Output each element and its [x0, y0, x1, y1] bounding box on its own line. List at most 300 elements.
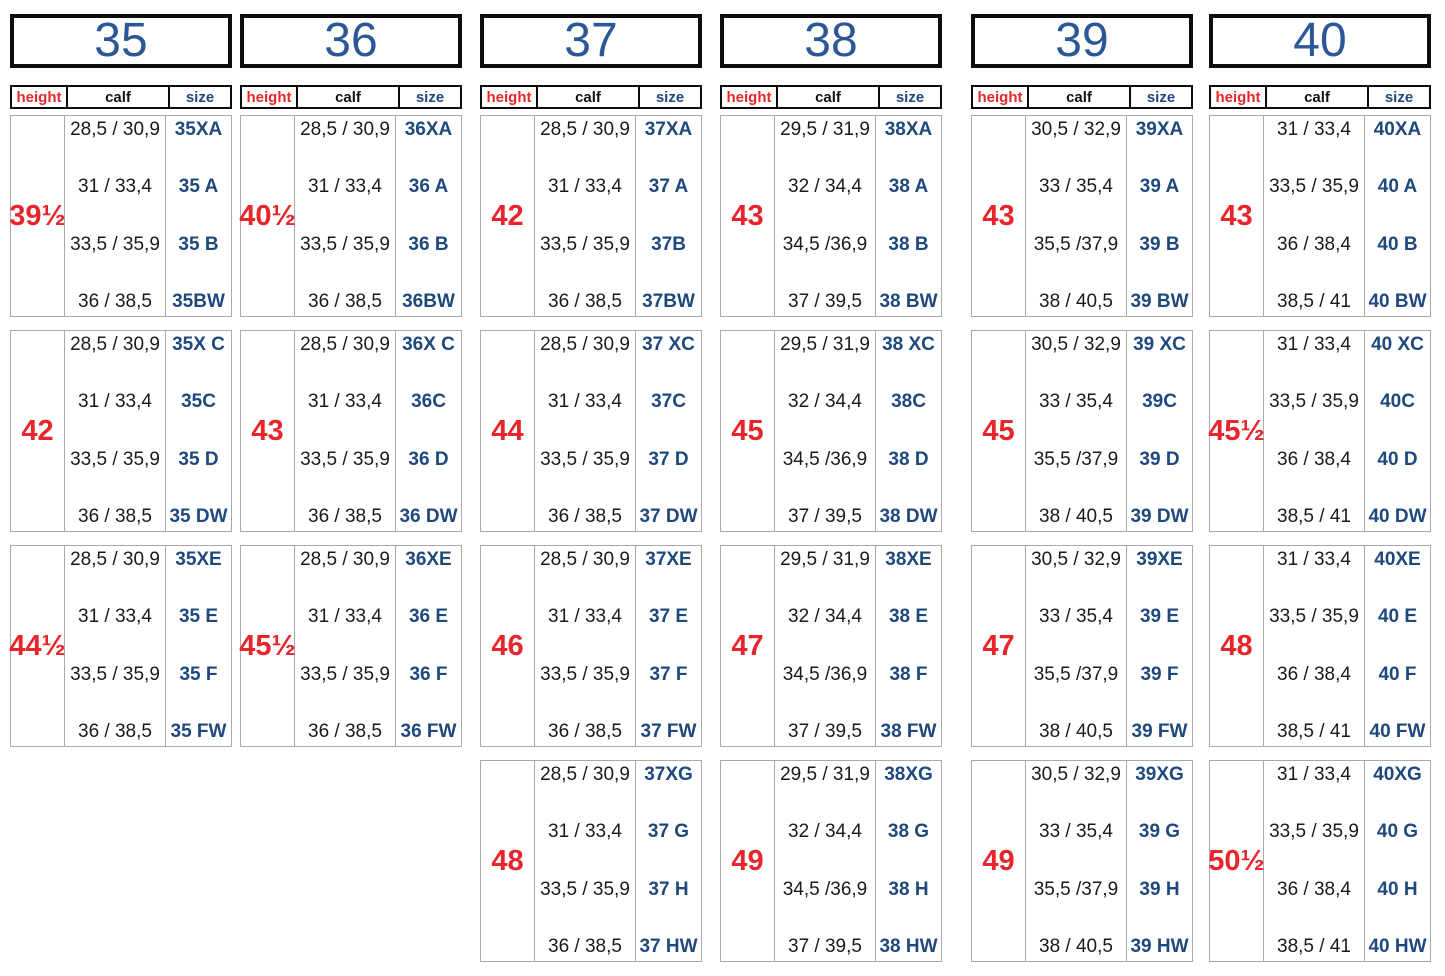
size-code: 37 XC: [642, 334, 695, 355]
size-code: 38 F: [889, 663, 928, 685]
column-number-box: [1209, 14, 1431, 68]
size-code: 39 E: [1139, 606, 1180, 628]
height-value: 47: [982, 629, 1015, 662]
size-column: [876, 546, 941, 746]
size-code: 35 E: [178, 606, 219, 628]
column-group-40: [1209, 14, 1431, 962]
calf-range: 33 / 35,4: [1039, 821, 1113, 843]
calf-range: 37 / 39,5: [788, 720, 862, 742]
calf-range: 38 / 40,5: [1039, 505, 1113, 527]
size-code: 39XA: [1135, 119, 1184, 140]
calf-range: 31 / 33,4: [78, 391, 152, 413]
calf-range: 28,5 / 30,9: [300, 549, 390, 570]
column-number: 39: [1055, 14, 1109, 67]
height-value: 45: [731, 414, 764, 447]
size-code: 39 BW: [1130, 290, 1189, 312]
calf-column: [1264, 761, 1365, 961]
size-code: 36C: [411, 391, 446, 413]
size-column: [166, 546, 231, 746]
height-cell: [1210, 761, 1264, 961]
header-calf-label: calf: [1029, 87, 1131, 107]
calf-range: 33,5 / 35,9: [1269, 176, 1359, 198]
size-block: [971, 760, 1193, 962]
calf-range: 29,5 / 31,9: [780, 764, 870, 785]
height-cell: [972, 546, 1026, 746]
calf-range: 35,5 /37,9: [1033, 448, 1119, 470]
size-code: 37XA: [644, 119, 693, 140]
header-height-label: height: [1211, 87, 1267, 107]
calf-range: 37 / 39,5: [788, 935, 862, 957]
calf-column: [775, 546, 876, 746]
size-code: 36BW: [402, 290, 455, 312]
size-code: 38XE: [885, 549, 932, 570]
column-number-box: [971, 14, 1193, 68]
size-block: [1209, 760, 1431, 962]
size-code: 38 E: [888, 606, 929, 628]
calf-range: 28,5 / 30,9: [70, 334, 160, 355]
size-code: 40XE: [1374, 549, 1421, 570]
calf-range: 30,5 / 32,9: [1031, 549, 1121, 570]
calf-range: 33,5 / 35,9: [300, 663, 390, 685]
calf-range: 33,5 / 35,9: [70, 233, 160, 255]
calf-range: 36 / 38,5: [548, 720, 622, 742]
size-code: 36XE: [405, 549, 452, 570]
size-code: 36 A: [408, 176, 449, 198]
size-block: [10, 545, 232, 747]
calf-range: 36 / 38,5: [78, 290, 152, 312]
calf-range: 33,5 / 35,9: [540, 448, 630, 470]
size-code: 40XA: [1373, 119, 1422, 140]
size-code: 38 B: [888, 233, 929, 255]
calf-range: 30,5 / 32,9: [1031, 764, 1121, 785]
size-code: 38XA: [884, 119, 933, 140]
calf-column: [775, 761, 876, 961]
calf-range: 36 / 38,4: [1277, 233, 1351, 255]
size-block: [1209, 115, 1431, 317]
size-block: [1209, 545, 1431, 747]
calf-range: 33 / 35,4: [1039, 176, 1113, 198]
calf-range: 33,5 / 35,9: [540, 663, 630, 685]
calf-column: [775, 116, 876, 316]
size-code: 37 DW: [639, 505, 698, 527]
size-code: 35 A: [178, 176, 219, 198]
size-code: 37XE: [645, 549, 692, 570]
size-column: [876, 116, 941, 316]
size-code: 40 G: [1376, 821, 1419, 843]
header-height-label: height: [12, 87, 68, 107]
size-code: 37XG: [644, 764, 693, 785]
height-value: 48: [491, 844, 524, 877]
size-block: [480, 760, 702, 962]
size-code: 35 FW: [170, 720, 227, 742]
calf-range: 33,5 / 35,9: [1269, 821, 1359, 843]
calf-range: 31 / 33,4: [1277, 549, 1351, 570]
header-size-label: size: [415, 88, 445, 106]
calf-range: 28,5 / 30,9: [300, 119, 390, 140]
size-column: [1127, 761, 1192, 961]
size-code: 38 A: [888, 176, 929, 198]
calf-range: 28,5 / 30,9: [540, 549, 630, 570]
calf-range: 36 / 38,5: [308, 720, 382, 742]
calf-range: 36 / 38,5: [78, 720, 152, 742]
size-code: 40 B: [1377, 233, 1418, 255]
calf-column: [535, 331, 636, 531]
size-code: 36X C: [402, 334, 455, 355]
height-cell: [721, 761, 775, 961]
calf-range: 31 / 33,4: [1277, 764, 1351, 785]
calf-column: [535, 116, 636, 316]
calf-range: 36 / 38,5: [78, 505, 152, 527]
calf-range: 38 / 40,5: [1039, 290, 1113, 312]
size-column: [1365, 546, 1430, 746]
calf-range: 33,5 / 35,9: [540, 233, 630, 255]
header-calf-label: calf: [68, 87, 170, 107]
column-group-36: [240, 14, 462, 747]
calf-column: [65, 546, 166, 746]
size-block: [1209, 330, 1431, 532]
table-header-row: [240, 85, 462, 109]
height-value: 47: [731, 629, 764, 662]
size-code: 39 A: [1139, 176, 1180, 198]
size-code: 39XG: [1135, 764, 1184, 785]
size-code: 38 XC: [882, 334, 935, 355]
calf-column: [295, 116, 396, 316]
calf-range: 33,5 / 35,9: [1269, 391, 1359, 413]
calf-range: 28,5 / 30,9: [540, 764, 630, 785]
calf-range: 32 / 34,4: [788, 391, 862, 413]
calf-column: [65, 116, 166, 316]
size-code: 38 D: [888, 448, 929, 470]
calf-column: [535, 761, 636, 961]
calf-range: 29,5 / 31,9: [780, 549, 870, 570]
size-block: [480, 115, 702, 317]
size-code: 37 HW: [639, 935, 698, 957]
size-code: 35 DW: [169, 505, 228, 527]
calf-column: [295, 546, 396, 746]
calf-range: 36 / 38,5: [308, 505, 382, 527]
size-code: 40 BW: [1368, 290, 1427, 312]
calf-range: 36 / 38,5: [548, 290, 622, 312]
calf-column: [1026, 331, 1127, 531]
size-code: 36 DW: [399, 505, 458, 527]
calf-range: 38,5 / 41: [1277, 720, 1351, 742]
size-code: 36 B: [408, 233, 449, 255]
size-block: [720, 760, 942, 962]
size-code: 35XA: [174, 119, 223, 140]
calf-range: 31 / 33,4: [1277, 334, 1351, 355]
calf-range: 33,5 / 35,9: [300, 448, 390, 470]
calf-range: 35,5 /37,9: [1033, 663, 1119, 685]
column-group-38: [720, 14, 942, 962]
height-cell: [481, 116, 535, 316]
calf-column: [1026, 761, 1127, 961]
size-column: [636, 331, 701, 531]
size-code: 35XE: [175, 549, 222, 570]
calf-column: [1264, 546, 1365, 746]
column-group-37: [480, 14, 702, 962]
calf-column: [65, 331, 166, 531]
header-calf-label: calf: [1267, 87, 1369, 107]
calf-range: 33,5 / 35,9: [70, 448, 160, 470]
size-code: 37C: [651, 391, 686, 413]
size-code: 37 E: [648, 606, 689, 628]
table-header-row: [971, 85, 1193, 109]
calf-range: 34,5 /36,9: [782, 878, 868, 900]
size-block: [971, 330, 1193, 532]
size-code: 35 F: [179, 663, 218, 685]
size-code: 38 H: [888, 878, 929, 900]
size-column: [636, 761, 701, 961]
calf-range: 37 / 39,5: [788, 505, 862, 527]
calf-range: 31 / 33,4: [548, 176, 622, 198]
column-number: 37: [564, 14, 618, 67]
calf-range: 36 / 38,5: [308, 290, 382, 312]
calf-range: 31 / 33,4: [308, 176, 382, 198]
size-code: 36 D: [408, 448, 449, 470]
size-code: 40 XC: [1371, 334, 1424, 355]
height-cell: [1210, 116, 1264, 316]
calf-range: 38,5 / 41: [1277, 290, 1351, 312]
size-code: 39C: [1142, 391, 1177, 413]
header-calf-label: calf: [538, 87, 640, 107]
height-value: 46: [491, 629, 524, 662]
size-code: 38C: [891, 391, 926, 413]
size-column: [876, 331, 941, 531]
height-cell: [11, 331, 65, 531]
calf-range: 31 / 33,4: [548, 821, 622, 843]
height-value: 44: [491, 414, 524, 447]
calf-range: 36 / 38,4: [1277, 663, 1351, 685]
size-code: 39 F: [1140, 663, 1179, 685]
header-size-label: size: [655, 88, 685, 106]
header-calf-label: calf: [778, 87, 880, 107]
height-value: 49: [982, 844, 1015, 877]
height-cell: [11, 546, 65, 746]
size-code: 36 FW: [400, 720, 457, 742]
calf-range: 31 / 33,4: [548, 391, 622, 413]
size-block: [720, 330, 942, 532]
calf-range: 33,5 / 35,9: [70, 663, 160, 685]
blocks-container: [240, 115, 462, 747]
calf-range: 30,5 / 32,9: [1031, 119, 1121, 140]
size-block: [971, 545, 1193, 747]
header-size-label: size: [185, 88, 215, 106]
size-column: [636, 546, 701, 746]
size-column: [1365, 331, 1430, 531]
size-block: [10, 330, 232, 532]
calf-column: [1264, 331, 1365, 531]
height-value: 43: [251, 414, 284, 447]
calf-range: 38 / 40,5: [1039, 935, 1113, 957]
height-value: 42: [491, 199, 524, 232]
calf-range: 32 / 34,4: [788, 821, 862, 843]
calf-range: 31 / 33,4: [1277, 119, 1351, 140]
calf-range: 38 / 40,5: [1039, 720, 1113, 742]
size-column: [396, 331, 461, 531]
calf-range: 29,5 / 31,9: [780, 334, 870, 355]
blocks-container: [480, 115, 702, 962]
table-header-row: [480, 85, 702, 109]
header-calf-label: calf: [298, 87, 400, 107]
height-value: 39½: [9, 199, 66, 232]
calf-range: 33,5 / 35,9: [1269, 606, 1359, 628]
height-cell: [481, 331, 535, 531]
height-value: 43: [731, 199, 764, 232]
height-value: 48: [1220, 629, 1253, 662]
height-cell: [972, 331, 1026, 531]
size-column: [1365, 761, 1430, 961]
height-cell: [721, 116, 775, 316]
height-cell: [241, 546, 295, 746]
height-cell: [481, 761, 535, 961]
size-code: 40 E: [1377, 606, 1418, 628]
height-value: 45½: [239, 629, 296, 662]
size-block: [720, 545, 942, 747]
table-header-row: [1209, 85, 1431, 109]
size-code: 35BW: [172, 290, 225, 312]
size-code: 38 G: [887, 821, 930, 843]
size-code: 39 HW: [1130, 935, 1189, 957]
calf-range: 28,5 / 30,9: [70, 549, 160, 570]
height-cell: [481, 546, 535, 746]
column-number: 38: [804, 14, 858, 67]
size-code: 35X C: [172, 334, 225, 355]
size-code: 40 D: [1377, 448, 1418, 470]
height-cell: [972, 761, 1026, 961]
size-column: [1127, 546, 1192, 746]
calf-range: 33,5 / 35,9: [300, 233, 390, 255]
size-code: 37 G: [647, 821, 690, 843]
blocks-container: [1209, 115, 1431, 962]
calf-range: 32 / 34,4: [788, 176, 862, 198]
calf-range: 28,5 / 30,9: [300, 334, 390, 355]
size-code: 40 A: [1377, 176, 1418, 198]
size-code: 37 H: [648, 878, 689, 900]
calf-range: 35,5 /37,9: [1033, 233, 1119, 255]
size-code: 40 DW: [1368, 505, 1427, 527]
size-code: 37 D: [648, 448, 689, 470]
size-code: 39XE: [1136, 549, 1183, 570]
size-code: 40C: [1380, 391, 1415, 413]
height-cell: [1210, 546, 1264, 746]
calf-range: 34,5 /36,9: [782, 448, 868, 470]
column-number-box: [240, 14, 462, 68]
size-column: [396, 546, 461, 746]
calf-range: 34,5 /36,9: [782, 663, 868, 685]
height-cell: [241, 331, 295, 531]
calf-range: 31 / 33,4: [308, 606, 382, 628]
calf-range: 38,5 / 41: [1277, 935, 1351, 957]
height-cell: [972, 116, 1026, 316]
calf-range: 31 / 33,4: [548, 606, 622, 628]
header-height-label: height: [973, 87, 1029, 107]
calf-column: [295, 331, 396, 531]
blocks-container: [971, 115, 1193, 962]
calf-column: [535, 546, 636, 746]
calf-range: 34,5 /36,9: [782, 233, 868, 255]
size-code: 38 HW: [879, 935, 938, 957]
size-code: 40 FW: [1369, 720, 1426, 742]
size-block: [10, 115, 232, 317]
header-size-label: size: [1146, 88, 1176, 106]
size-block: [971, 115, 1193, 317]
size-column: [396, 116, 461, 316]
header-height-label: height: [482, 87, 538, 107]
size-block: [240, 115, 462, 317]
size-column: [166, 331, 231, 531]
size-code: 37B: [651, 233, 686, 255]
height-value: 40½: [239, 199, 296, 232]
height-value: 49: [731, 844, 764, 877]
height-cell: [721, 546, 775, 746]
height-value: 45½: [1208, 414, 1265, 447]
header-size-label: size: [895, 88, 925, 106]
size-column: [1365, 116, 1430, 316]
size-code: 35 B: [178, 233, 219, 255]
calf-range: 31 / 33,4: [308, 391, 382, 413]
column-group-35: [10, 14, 232, 747]
size-column: [166, 116, 231, 316]
height-cell: [1210, 331, 1264, 531]
size-column: [1127, 331, 1192, 531]
size-column: [876, 761, 941, 961]
size-code: 38 DW: [879, 505, 938, 527]
calf-range: 35,5 /37,9: [1033, 878, 1119, 900]
calf-range: 28,5 / 30,9: [540, 119, 630, 140]
size-code: 40 HW: [1368, 935, 1427, 957]
header-size-label: size: [1384, 88, 1414, 106]
size-code: 38 BW: [879, 290, 938, 312]
height-cell: [721, 331, 775, 531]
column-number-box: [720, 14, 942, 68]
column-number-box: [10, 14, 232, 68]
size-code: 37 A: [648, 176, 689, 198]
size-block: [240, 545, 462, 747]
calf-range: 33,5 / 35,9: [540, 878, 630, 900]
size-code: 36XA: [404, 119, 453, 140]
table-header-row: [720, 85, 942, 109]
calf-range: 36 / 38,5: [548, 505, 622, 527]
size-block: [480, 545, 702, 747]
size-code: 37 F: [649, 663, 688, 685]
height-cell: [241, 116, 295, 316]
size-code: 39 D: [1139, 448, 1180, 470]
size-code: 39 FW: [1131, 720, 1188, 742]
size-block: [480, 330, 702, 532]
size-code: 39 XC: [1133, 334, 1186, 355]
size-code: 35 D: [178, 448, 219, 470]
height-cell: [11, 116, 65, 316]
size-code: 37BW: [642, 290, 695, 312]
calf-column: [1026, 116, 1127, 316]
column-number-box: [480, 14, 702, 68]
calf-range: 32 / 34,4: [788, 606, 862, 628]
table-header-row: [10, 85, 232, 109]
height-value: 42: [21, 414, 54, 447]
size-code: 39 G: [1138, 821, 1181, 843]
size-code: 40XG: [1373, 764, 1422, 785]
size-block: [720, 115, 942, 317]
height-value: 45: [982, 414, 1015, 447]
height-value: 44½: [9, 629, 66, 662]
size-code: 37 FW: [640, 720, 697, 742]
blocks-container: [720, 115, 942, 962]
calf-range: 31 / 33,4: [78, 606, 152, 628]
calf-column: [775, 331, 876, 531]
size-code: 35C: [181, 391, 216, 413]
header-height-label: height: [242, 87, 298, 107]
size-code: 40 F: [1378, 663, 1417, 685]
